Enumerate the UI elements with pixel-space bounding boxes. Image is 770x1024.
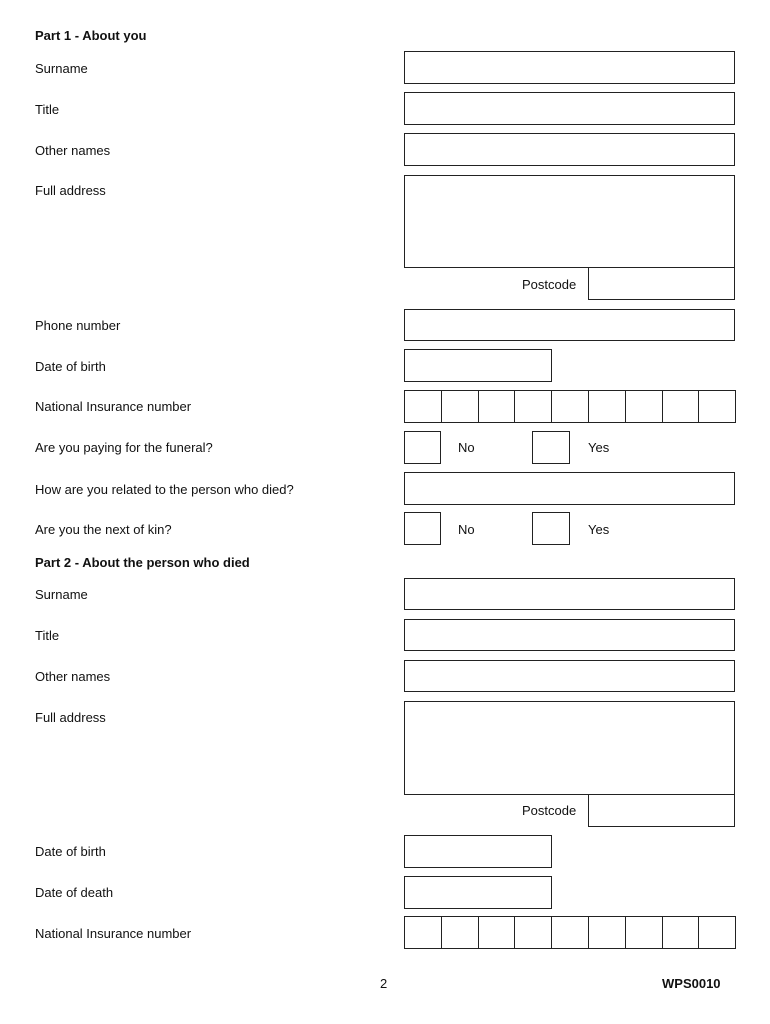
part1-dob-label: Date of birth <box>35 359 106 374</box>
form-code: WPS0010 <box>662 976 721 991</box>
part2-dob-label: Date of birth <box>35 844 106 859</box>
part1-phone-label: Phone number <box>35 318 121 333</box>
part2-dod-field[interactable] <box>404 876 552 909</box>
part1-title-label: Title <box>35 102 60 117</box>
ni-cell[interactable] <box>442 917 479 948</box>
ni-cell[interactable] <box>479 391 516 422</box>
part2-heading: Part 2 - About the person who died <box>35 555 250 570</box>
part1-address-label: Full address <box>35 183 106 198</box>
part2-address-field[interactable] <box>404 701 735 795</box>
part2-address-label: Full address <box>35 710 106 725</box>
part1-related-label: How are you related to the person who died? <box>35 482 294 497</box>
part2-postcode-label: Postcode <box>522 803 577 818</box>
part1-address-field[interactable] <box>404 175 735 268</box>
ni-cell[interactable] <box>515 391 552 422</box>
part1-other-names-label: Other names <box>35 143 111 158</box>
part1-ni-field[interactable] <box>404 390 736 423</box>
part2-postcode-field[interactable] <box>588 794 735 827</box>
ni-cell[interactable] <box>479 917 516 948</box>
part2-title-label: Title <box>35 628 60 643</box>
ni-cell[interactable] <box>405 391 442 422</box>
part1-postcode-label: Postcode <box>522 277 577 292</box>
part1-postcode-field[interactable] <box>588 267 735 300</box>
ni-cell[interactable] <box>515 917 552 948</box>
ni-cell[interactable] <box>589 391 626 422</box>
part1-kin-yes-label: Yes <box>588 522 610 537</box>
ni-cell[interactable] <box>589 917 626 948</box>
part2-dob-field[interactable] <box>404 835 552 868</box>
part2-other-names-label: Other names <box>35 669 111 684</box>
part1-related-field[interactable] <box>404 472 735 505</box>
ni-cell[interactable] <box>626 391 663 422</box>
part1-kin-label: Are you the next of kin? <box>35 522 172 537</box>
part1-phone-field[interactable] <box>404 309 735 341</box>
ni-cell[interactable] <box>699 391 736 422</box>
part1-surname-field[interactable] <box>404 51 735 84</box>
part1-kin-yes-checkbox[interactable] <box>532 512 570 545</box>
part2-other-names-field[interactable] <box>404 660 735 692</box>
page-number: 2 <box>380 976 388 991</box>
part1-paying-yes-label: Yes <box>588 440 610 455</box>
part2-ni-label: National Insurance number <box>35 926 192 941</box>
ni-cell[interactable] <box>663 917 700 948</box>
part2-surname-field[interactable] <box>404 578 735 610</box>
ni-cell[interactable] <box>663 391 700 422</box>
part1-dob-field[interactable] <box>404 349 552 382</box>
ni-cell[interactable] <box>699 917 736 948</box>
part1-paying-yes-checkbox[interactable] <box>532 431 570 464</box>
ni-cell[interactable] <box>442 391 479 422</box>
part1-paying-no-label: No <box>458 440 475 455</box>
part2-title-field[interactable] <box>404 619 735 651</box>
part1-kin-no-label: No <box>458 522 475 537</box>
part1-paying-no-checkbox[interactable] <box>404 431 441 464</box>
ni-cell[interactable] <box>552 917 589 948</box>
part1-paying-label: Are you paying for the funeral? <box>35 440 213 455</box>
part2-ni-field[interactable] <box>404 916 736 949</box>
ni-cell[interactable] <box>405 917 442 948</box>
part1-title-field[interactable] <box>404 92 735 125</box>
part1-ni-label: National Insurance number <box>35 399 192 414</box>
part2-surname-label: Surname <box>35 587 88 602</box>
ni-cell[interactable] <box>626 917 663 948</box>
part1-surname-label: Surname <box>35 61 88 76</box>
part1-kin-no-checkbox[interactable] <box>404 512 441 545</box>
ni-cell[interactable] <box>552 391 589 422</box>
part2-dod-label: Date of death <box>35 885 114 900</box>
part1-other-names-field[interactable] <box>404 133 735 166</box>
part1-heading: Part 1 - About you <box>35 28 147 43</box>
